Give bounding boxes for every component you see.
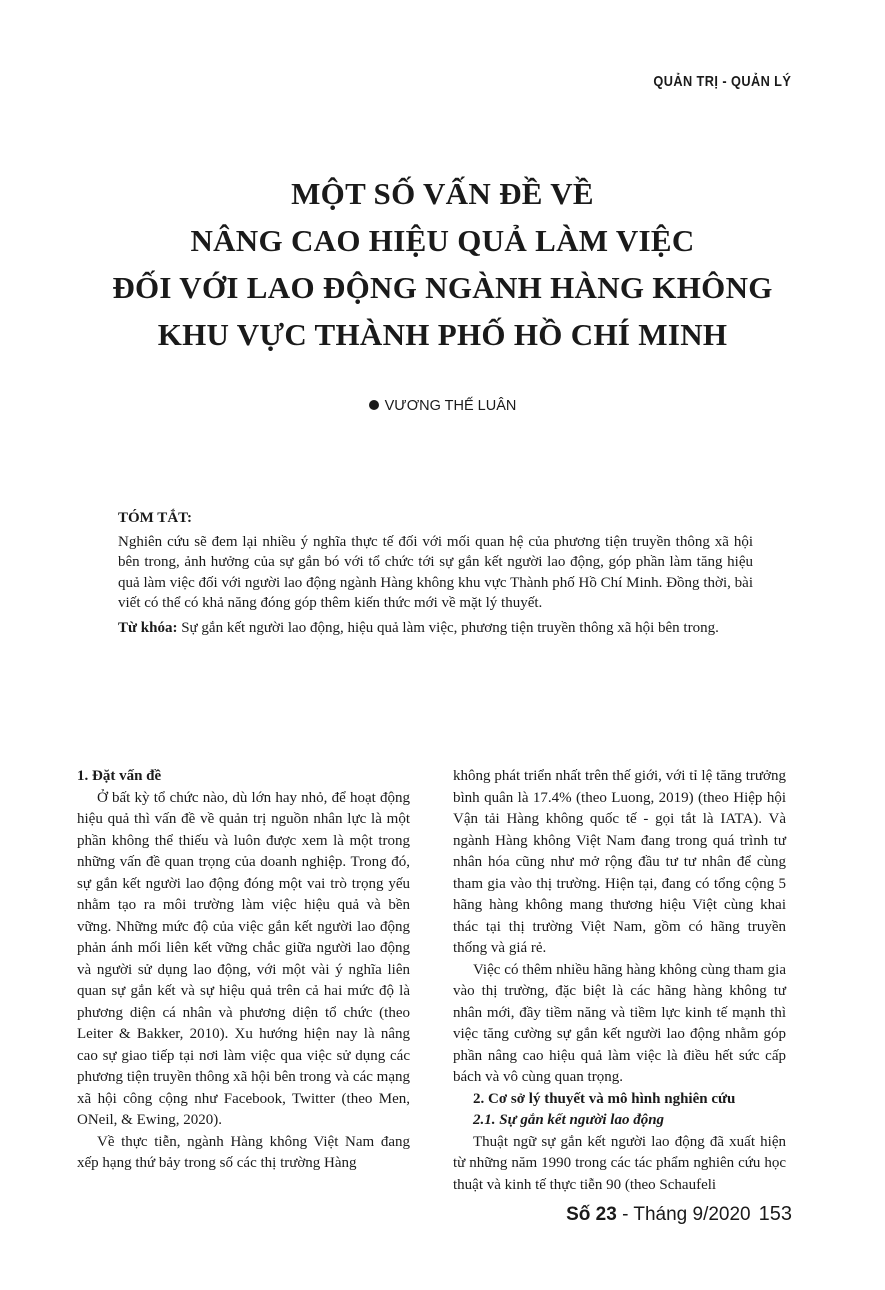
issue-number: Số 23: [566, 1204, 617, 1225]
paragraph: Thuật ngữ sự gắn kết người lao động đã xuất hiện từ những năm 1990 trong các tác phẩm nghiên cứu học thuật và kinh tế thực tiễn 90 (theo Schaufeli: [453, 1133, 786, 1193]
abstract-text: Nghiên cứu sẽ đem lại nhiều ý nghĩa thực tế đối với mối quan hệ của phương tiện truyền thông xã hội bên trong, ảnh hưởng của sự gắn bó với tổ chức tới sự gắn kết người lao động, góp phần làm tăng hiệu quả làm việc đối với người lao động ngành Hàng không khu vực Thành phố Hồ Chí Minh. Đồng thời, bài viết có thể có khả năng đóng góp thêm kiến thức mới về mặt lý thuyết.: [118, 533, 753, 611]
section-label: QUẢN TRỊ - QUẢN LÝ: [653, 73, 791, 90]
paragraph: không phát triển nhất trên thế giới, với tỉ lệ tăng trưởng bình quân là 17.4% (theo Luong, 2019) (theo Hiệp hội Vận tải Hàng không quốc tế - gọi tắt là IATA). Và ngành Hàng không Việt Nam đang trong quá trình tư nhân hóa cũng như mở rộng đầu tư tư nhân để cùng tham gia vào thị trường. Hiện tại, đang có tổng cộng 5 hãng hàng không mang thương hiệu Việt cùng khai thác tại thị trường Việt Nam, gồm có hãng truyền thống và giá rẻ.: [453, 768, 786, 956]
left-column: [77, 766, 410, 1175]
page-number: 153: [758, 1203, 792, 1225]
subsection-heading: 2.1. Sự gắn kết người lao động: [473, 1112, 665, 1128]
title-line: ĐỐI VỚI LAO ĐỘNG NGÀNH HÀNG KHÔNG: [112, 270, 773, 305]
title-line: NÂNG CAO HIỆU QUẢ LÀM VIỆC: [190, 223, 695, 258]
right-column: [453, 766, 786, 1196]
abstract-heading: TÓM TẮT:: [118, 510, 193, 526]
paragraph: Việc có thêm nhiều hãng hàng không cùng tham gia vào thị trường, đặc biệt là các hãng hàng không tư nhân mới, đầy tiềm năng và tiềm lực kinh tế mạnh thì việc tăng cường sự gắn kết người lao động nhằm góp phần nâng cao hiệu quả làm việc là điều hết sức cấp bách và vô cùng quan trọng.: [453, 961, 786, 1085]
paragraph: Về thực tiễn, ngành Hàng không Việt Nam đang xếp hạng thứ bảy trong số các thị trường Hàng: [77, 1133, 410, 1171]
title-line: KHU VỰC THÀNH PHỐ HỒ CHÍ MINH: [157, 317, 728, 352]
article-title: [0, 170, 885, 358]
keywords-label: Từ khóa:: [118, 619, 178, 636]
title-line: MỘT SỐ VẤN ĐỀ VỀ: [291, 176, 594, 211]
paragraph: Ở bất kỳ tổ chức nào, dù lớn hay nhỏ, để hoạt động hiệu quả thì vấn đề về quản trị nguồn nhân lực là một phần không thể thiếu và luôn được xem là một trong những vấn đề quan trọng của doanh nghiệp. Trong đó, sự gắn kết người lao động đóng một vai trò trọng yếu nhằm tạo ra môi trường làm việc hiệu quả và bền vững. Những mức độ của việc gắn kết người lao động phản ánh mối liên kết vững chắc giữa người lao động và người sử dụng lao động, với một vài ý nghĩa liên quan sự gắn kết và sự hiệu quả trên cả hai mức độ là phương diện cá nhân và phương diện tổ chức (theo Leiter & Bakker, 2010). Xu hướng hiện nay là nâng cao sự giao tiếp tại nơi làm việc qua việc sử dụng các phương tiện truyền thông xã hội bên trong và các mạng xã hội công cộng như Facebook, Twitter (theo Men, ONeil, & Ewing, 2020).: [77, 789, 410, 1128]
section-heading: 1. Đặt vấn đề: [77, 768, 162, 784]
keywords: [118, 618, 753, 639]
bullet-icon: [369, 400, 379, 410]
author-byline: [0, 398, 885, 414]
section-heading: 2. Cơ sở lý thuyết và mô hình nghiên cứu: [473, 1090, 736, 1107]
issue-date: - Tháng 9/2020: [616, 1204, 751, 1225]
abstract: [118, 508, 753, 638]
page-footer: [566, 1203, 792, 1226]
author-name: VƯƠNG THẾ LUÂN: [384, 398, 517, 414]
keywords-text: Sự gắn kết người lao động, hiệu quả làm việc, phương tiện truyền thông xã hội bên trong.: [177, 619, 719, 636]
